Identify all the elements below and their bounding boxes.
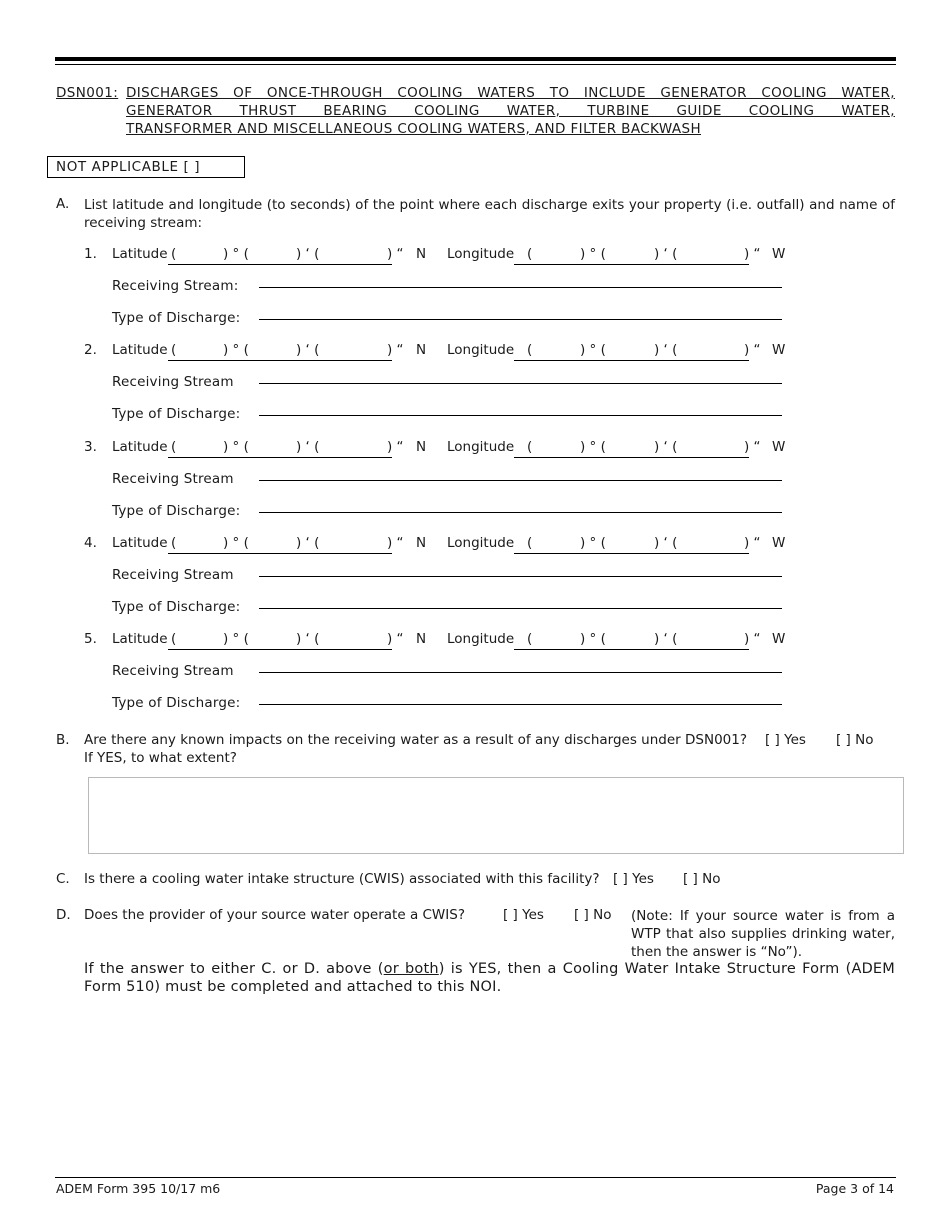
- receiving-stream-input[interactable]: [259, 576, 782, 577]
- discharge-type-input[interactable]: [259, 512, 782, 513]
- lat-sec-close: ) “: [387, 631, 404, 647]
- discharge-type-input[interactable]: [259, 415, 782, 416]
- discharge-type-label: Type of Discharge:: [112, 695, 241, 711]
- longitude-field[interactable]: [514, 535, 749, 554]
- discharge-type-label: Type of Discharge:: [112, 406, 241, 422]
- footer-page-number: Page 3 of 14: [815, 1181, 894, 1196]
- discharge-type-row: [112, 599, 782, 619]
- header-rule-thin: [55, 64, 896, 65]
- latitude-field[interactable]: [168, 439, 392, 458]
- heading-line-1: DISCHARGES OF ONCE-THROUGH COOLING WATERS TO INCLUDE GENERATOR COOLING WATER,: [126, 85, 895, 101]
- lon-min-open: ) ° (: [580, 631, 606, 647]
- lat-deg-open: (: [171, 631, 177, 647]
- instruction-emphasis: or both: [383, 961, 439, 977]
- coordinate-row: [84, 535, 804, 555]
- lon-deg-open: (: [527, 246, 533, 262]
- lon-min-open: ) ° (: [580, 439, 606, 455]
- lon-deg-open: (: [527, 342, 533, 358]
- lat-sec-close: ) “: [387, 342, 404, 358]
- lon-sec-open: ) ‘ (: [654, 439, 678, 455]
- north-label: N: [416, 535, 427, 551]
- lat-min-open: ) ° (: [223, 631, 249, 647]
- outfall-number: 4.: [84, 535, 97, 551]
- receiving-stream-label: Receiving Stream: [112, 663, 234, 679]
- not-applicable-checkbox[interactable]: NOT APPLICABLE [ ]: [47, 156, 245, 178]
- longitude-label: Longitude: [447, 535, 515, 551]
- discharge-type-input[interactable]: [259, 704, 782, 705]
- longitude-label: Longitude: [447, 342, 515, 358]
- lat-sec-open: ) ‘ (: [296, 342, 320, 358]
- heading-label: DSN001:: [56, 85, 119, 101]
- lat-min-open: ) ° (: [223, 246, 249, 262]
- impact-extent-textarea[interactable]: [88, 777, 904, 854]
- lon-sec-open: ) ‘ (: [654, 342, 678, 358]
- section-c-letter: C.: [56, 871, 70, 887]
- lon-sec-close: ) “: [744, 342, 761, 358]
- discharge-type-input[interactable]: [259, 608, 782, 609]
- section-b-question: Are there any known impacts on the receiving water as a result of any discharges under DSN001?: [84, 732, 748, 748]
- longitude-field[interactable]: [514, 439, 749, 458]
- outfall-number: 2.: [84, 342, 97, 358]
- north-label: N: [416, 246, 427, 262]
- discharge-type-row: [112, 695, 782, 715]
- lon-min-open: ) ° (: [580, 342, 606, 358]
- cwis-instruction: [84, 960, 895, 996]
- longitude-field[interactable]: [514, 246, 749, 265]
- coordinate-row: [84, 342, 804, 362]
- lat-deg-open: (: [171, 246, 177, 262]
- longitude-label: Longitude: [447, 631, 515, 647]
- north-label: N: [416, 439, 427, 455]
- west-label: W: [772, 342, 786, 358]
- lon-sec-close: ) “: [744, 439, 761, 455]
- lat-sec-open: ) ‘ (: [296, 439, 320, 455]
- section-heading: [56, 84, 895, 138]
- west-label: W: [772, 631, 786, 647]
- lon-min-open: ) ° (: [580, 535, 606, 551]
- section-c-yes-checkbox[interactable]: [ ] Yes: [613, 871, 654, 887]
- receiving-stream-row: [112, 663, 782, 683]
- coordinate-row: [84, 439, 804, 459]
- latitude-label: Latitude: [112, 246, 168, 262]
- latitude-field[interactable]: [168, 342, 392, 361]
- lat-deg-open: (: [171, 342, 177, 358]
- lon-sec-open: ) ‘ (: [654, 246, 678, 262]
- receiving-stream-label: Receiving Stream:: [112, 278, 239, 294]
- lat-sec-close: ) “: [387, 439, 404, 455]
- lat-sec-close: ) “: [387, 535, 404, 551]
- north-label: N: [416, 342, 427, 358]
- lon-min-open: ) ° (: [580, 246, 606, 262]
- receiving-stream-row: [112, 374, 782, 394]
- longitude-label: Longitude: [447, 246, 515, 262]
- section-b-followup: If YES, to what extent?: [84, 750, 237, 766]
- discharge-type-row: [112, 310, 782, 330]
- lat-min-open: ) ° (: [223, 342, 249, 358]
- discharge-type-input[interactable]: [259, 319, 782, 320]
- lat-sec-close: ) “: [387, 246, 404, 262]
- receiving-stream-input[interactable]: [259, 287, 782, 288]
- section-b-yes-checkbox[interactable]: [ ] Yes: [765, 732, 806, 748]
- receiving-stream-input[interactable]: [259, 383, 782, 384]
- receiving-stream-label: Receiving Stream: [112, 567, 234, 583]
- coordinate-row: [84, 246, 804, 266]
- discharge-type-label: Type of Discharge:: [112, 503, 241, 519]
- section-b-letter: B.: [56, 732, 70, 748]
- lat-min-open: ) ° (: [223, 535, 249, 551]
- lon-sec-open: ) ‘ (: [654, 631, 678, 647]
- outfall-number: 5.: [84, 631, 97, 647]
- heading-line-3: TRANSFORMER AND MISCELLANEOUS COOLING WATERS, AND FILTER BACKWASH: [126, 121, 701, 137]
- section-d-no-checkbox[interactable]: [ ] No: [574, 907, 612, 923]
- discharge-type-label: Type of Discharge:: [112, 599, 241, 615]
- coordinate-row: [84, 631, 804, 651]
- latitude-label: Latitude: [112, 631, 168, 647]
- instruction-part-1: If the answer to either C. or D. above (: [84, 961, 384, 977]
- latitude-label: Latitude: [112, 342, 168, 358]
- lon-sec-open: ) ‘ (: [654, 535, 678, 551]
- west-label: W: [772, 246, 786, 262]
- lon-sec-close: ) “: [744, 631, 761, 647]
- section-a-letter: A.: [56, 196, 70, 212]
- section-d-question: Does the provider of your source water operate a CWIS?: [84, 907, 465, 923]
- longitude-label: Longitude: [447, 439, 515, 455]
- longitude-field[interactable]: [514, 342, 749, 361]
- receiving-stream-row: [112, 567, 782, 587]
- lon-sec-close: ) “: [744, 246, 761, 262]
- north-label: N: [416, 631, 427, 647]
- receiving-stream-input[interactable]: [259, 480, 782, 481]
- section-c-question: Is there a cooling water intake structure (CWIS) associated with this facility?: [84, 871, 600, 887]
- discharge-type-label: Type of Discharge:: [112, 310, 241, 326]
- section-c-no-checkbox[interactable]: [ ] No: [683, 871, 721, 887]
- latitude-field[interactable]: [168, 631, 392, 650]
- lon-deg-open: (: [527, 631, 533, 647]
- section-d-note: [631, 907, 895, 961]
- receiving-stream-label: Receiving Stream: [112, 471, 234, 487]
- lon-deg-open: (: [527, 535, 533, 551]
- section-d-letter: D.: [56, 907, 71, 923]
- section-a-text: List latitude and longitude (to seconds) of the point where each discharge exits your property (i.e. outfall) and name of receiving stream:: [84, 197, 895, 231]
- footer-form-id: ADEM Form 395 10/17 m6: [56, 1181, 221, 1196]
- receiving-stream-label: Receiving Stream: [112, 374, 234, 390]
- lon-deg-open: (: [527, 439, 533, 455]
- lat-deg-open: (: [171, 439, 177, 455]
- lat-sec-open: ) ‘ (: [296, 246, 320, 262]
- west-label: W: [772, 439, 786, 455]
- lat-deg-open: (: [171, 535, 177, 551]
- receiving-stream-row: [112, 278, 782, 298]
- section-b-no-checkbox[interactable]: [ ] No: [836, 732, 874, 748]
- section-d-note-text: (Note: If your source water is from a WTP that also supplies drinking water, then the answer is “No”).: [631, 908, 895, 960]
- longitude-field[interactable]: [514, 631, 749, 650]
- header-rule-thick: [55, 57, 896, 61]
- lon-sec-close: ) “: [744, 535, 761, 551]
- discharge-type-row: [112, 503, 782, 523]
- discharge-type-row: [112, 406, 782, 426]
- footer-rule: [55, 1177, 896, 1178]
- lat-sec-open: ) ‘ (: [296, 631, 320, 647]
- heading-line-2: GENERATOR THRUST BEARING COOLING WATER, TURBINE GUIDE COOLING WATER,: [126, 103, 895, 119]
- receiving-stream-row: [112, 471, 782, 491]
- latitude-label: Latitude: [112, 439, 168, 455]
- lat-min-open: ) ° (: [223, 439, 249, 455]
- latitude-label: Latitude: [112, 535, 168, 551]
- outfall-number: 3.: [84, 439, 97, 455]
- latitude-field[interactable]: [168, 535, 392, 554]
- latitude-field[interactable]: [168, 246, 392, 265]
- west-label: W: [772, 535, 786, 551]
- receiving-stream-input[interactable]: [259, 672, 782, 673]
- instruction-part-2: ) is YES, then a Cooling Water Intake Structure Form (ADEM Form 510) must be completed and attached to this NOI.: [84, 961, 896, 995]
- section-d-yes-checkbox[interactable]: [ ] Yes: [503, 907, 544, 923]
- lat-sec-open: ) ‘ (: [296, 535, 320, 551]
- outfall-number: 1.: [84, 246, 97, 262]
